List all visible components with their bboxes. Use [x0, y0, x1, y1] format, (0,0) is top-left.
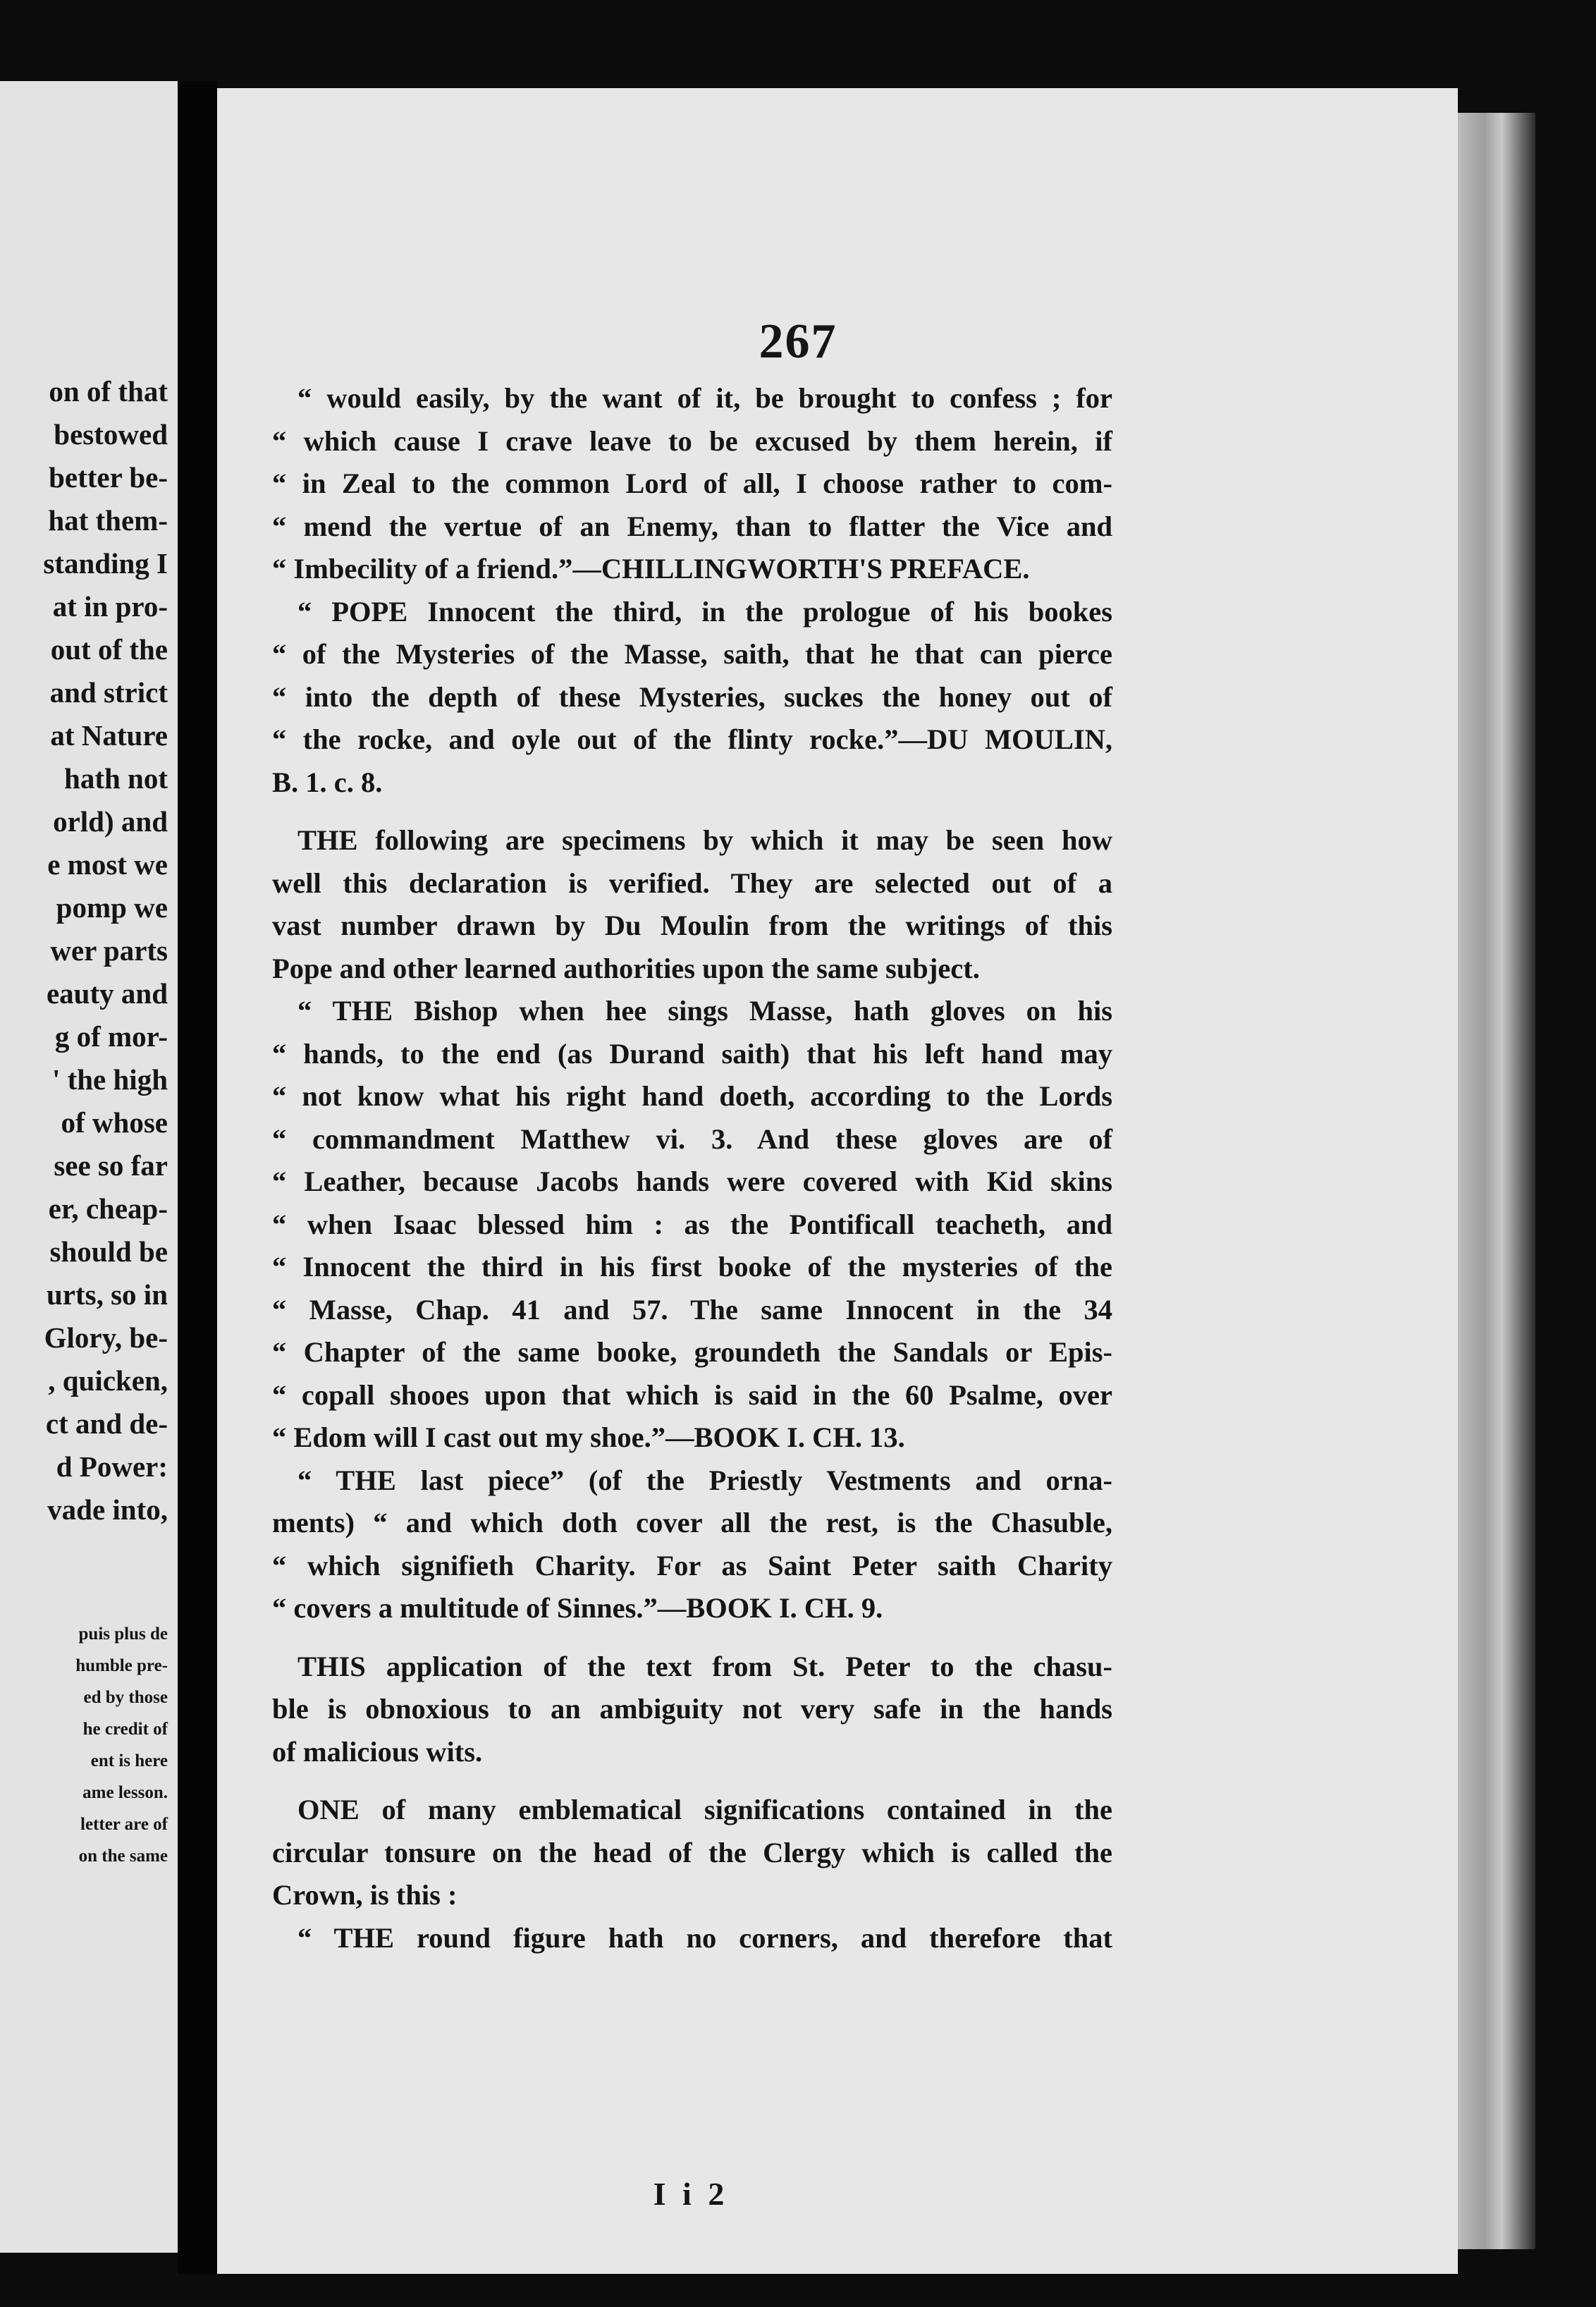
previous-page-line: pomp we	[56, 891, 168, 924]
previous-page-footnote-line: he credit of	[82, 1720, 168, 1739]
text-line: vast number drawn by Du Moulin from the writings of this	[272, 910, 1112, 941]
previous-page-line: at Nature	[50, 719, 168, 752]
previous-page-footnotes	[75, 1618, 168, 1872]
paragraph	[272, 819, 1112, 990]
text-line: “ POPE Innocent the third, in the prologue of his bookes	[297, 595, 1112, 628]
text-line: ments) “ and which doth cover all the rest, is the Chasuble,	[272, 1507, 1112, 1538]
text-line: “ into the depth of these Mysteries, suckes the honey out of	[272, 680, 1112, 713]
paragraph	[272, 990, 1112, 1460]
previous-page-footnote-line: letter are of	[80, 1815, 168, 1834]
previous-page-footnote-line: puis plus de	[78, 1624, 168, 1644]
previous-page-line: Glory, be-	[44, 1321, 168, 1354]
previous-page-line: er, cheap-	[48, 1192, 168, 1225]
paragraph	[272, 1460, 1112, 1630]
paragraph-gap	[272, 804, 1112, 819]
previous-page-line: hath not	[64, 762, 168, 795]
text-line: circular tonsure on the head of the Clergy which is called the	[272, 1836, 1112, 1868]
previous-page-line: see so far	[54, 1149, 168, 1182]
previous-page-footnote-line: ame lesson.	[82, 1783, 168, 1802]
text-line: “ in Zeal to the common Lord of all, I choose rather to com-	[272, 467, 1112, 499]
previous-page-line: g of mor-	[54, 1020, 168, 1053]
paragraph-gap	[272, 1773, 1112, 1789]
previous-page-text	[43, 370, 168, 1531]
previous-page-line: hat them-	[48, 504, 168, 537]
text-line: “ Leather, because Jacobs hands were covered with Kid skins	[272, 1165, 1112, 1197]
previous-page-line: eauty and	[46, 977, 168, 1010]
text-line: “ would easily, by the want of it, be brought to confess ; for	[297, 382, 1112, 414]
previous-page-footnote-line: ent is here	[90, 1751, 168, 1770]
text-line: “ the rocke, and oyle out of the flinty rocke.”—DU MOULIN,	[272, 723, 1112, 755]
text-line: “ which signifieth Charity. For as Saint Peter saith Charity	[272, 1549, 1112, 1581]
previous-page-line: , quicken,	[48, 1364, 168, 1397]
text-line: THE following are specimens by which it may be seen how	[297, 824, 1112, 856]
paragraph	[272, 1789, 1112, 1917]
text-line: “ when Isaac blessed him : as the Pontificall teacheth, and	[272, 1208, 1112, 1240]
text-line: “ Chapter of the same booke, groundeth the Sandals or Epis-	[272, 1336, 1112, 1368]
previous-page-line: ct and de-	[45, 1407, 168, 1440]
paragraph	[272, 1917, 1112, 1960]
text-line: Crown, is this :	[272, 1879, 458, 1911]
text-line: “ hands, to the end (as Durand saith) that his left hand may	[272, 1037, 1112, 1070]
text-line: of malicious wits.	[272, 1735, 483, 1768]
previous-page-line: standing I	[43, 547, 168, 580]
previous-page-fragment	[0, 81, 178, 2253]
previous-page-line: at in pro-	[52, 590, 168, 623]
text-line: ONE of many emblematical significations contained in the	[297, 1794, 1112, 1825]
previous-page-line: urts, so in	[46, 1278, 168, 1311]
text-line: “ THE round figure hath no corners, and therefore that	[297, 1921, 1112, 1954]
previous-page-footnote-line: on the same	[78, 1847, 168, 1866]
page-body	[272, 377, 1112, 1959]
previous-page-line: vade into,	[47, 1493, 168, 1526]
text-line: “ THE Bishop when hee sings Masse, hath gloves on his	[297, 995, 1112, 1027]
signature-mark: I i 2	[653, 2176, 729, 2212]
paragraph	[272, 591, 1112, 804]
text-line: “ Edom will I cast out my shoe.”—BOOK I. CH. 13.	[272, 1421, 905, 1453]
text-line: “ which cause I crave leave to be excused by them herein, if	[272, 424, 1112, 457]
previous-page-line: d Power:	[56, 1450, 168, 1483]
previous-page-line: wer parts	[50, 934, 168, 967]
text-line: “ commandment Matthew vi. 3. And these gloves are of	[272, 1122, 1112, 1155]
text-line: well this declaration is verified. They are selected out of a	[272, 867, 1112, 899]
text-line: “ not know what his right hand doeth, according to the Lords	[272, 1080, 1112, 1112]
text-line: “ covers a multitude of Sinnes.”—BOOK I. CH. 9.	[272, 1592, 883, 1624]
previous-page-line: bestowed	[54, 418, 168, 451]
text-line: “ THE last piece” (of the Priestly Vestments and orna-	[297, 1464, 1112, 1496]
text-line: “ mend the vertue of an Enemy, than to flatter the Vice and	[272, 510, 1112, 542]
previous-page-line: should be	[49, 1235, 168, 1268]
page-number: 267	[759, 314, 837, 369]
text-line: ble is obnoxious to an ambiguity not very safe in the hands	[272, 1693, 1112, 1725]
paragraph-gap	[272, 1630, 1112, 1646]
previous-page-line: out of the	[50, 633, 168, 666]
previous-page-line: orld) and	[53, 805, 168, 838]
text-line: THIS application of the text from St. Peter to the chasu-	[297, 1650, 1112, 1682]
text-line: B. 1. c. 8.	[272, 766, 383, 798]
paragraph	[272, 377, 1112, 591]
binding-gutter	[178, 81, 217, 2274]
previous-page-footnote-line: ed by those	[83, 1688, 168, 1707]
text-line: “ Imbecility of a friend.”—CHILLINGWORTH'S PREFACE.	[272, 553, 1030, 585]
previous-page-line: of whose	[61, 1106, 168, 1139]
text-line: “ Masse, Chap. 41 and 57. The same Innocent in the 34	[272, 1293, 1112, 1326]
previous-page-line: on of that	[49, 375, 168, 408]
previous-page-line: better be-	[49, 461, 168, 494]
paragraph	[272, 1646, 1112, 1774]
text-line: “ Innocent the third in his first booke of the mysteries of the	[272, 1251, 1112, 1283]
text-line: “ of the Mysteries of the Masse, saith, that he that can pierce	[272, 638, 1112, 670]
previous-page-line: ' the high	[51, 1063, 168, 1096]
previous-page-line: and strict	[49, 676, 168, 709]
text-line: Pope and other learned authorities upon the same subject.	[272, 952, 980, 984]
text-line: “ copall shooes upon that which is said in the 60 Psalme, over	[272, 1378, 1112, 1411]
previous-page-line: e most we	[47, 848, 168, 881]
previous-page-footnote-line: humble pre-	[75, 1656, 168, 1675]
